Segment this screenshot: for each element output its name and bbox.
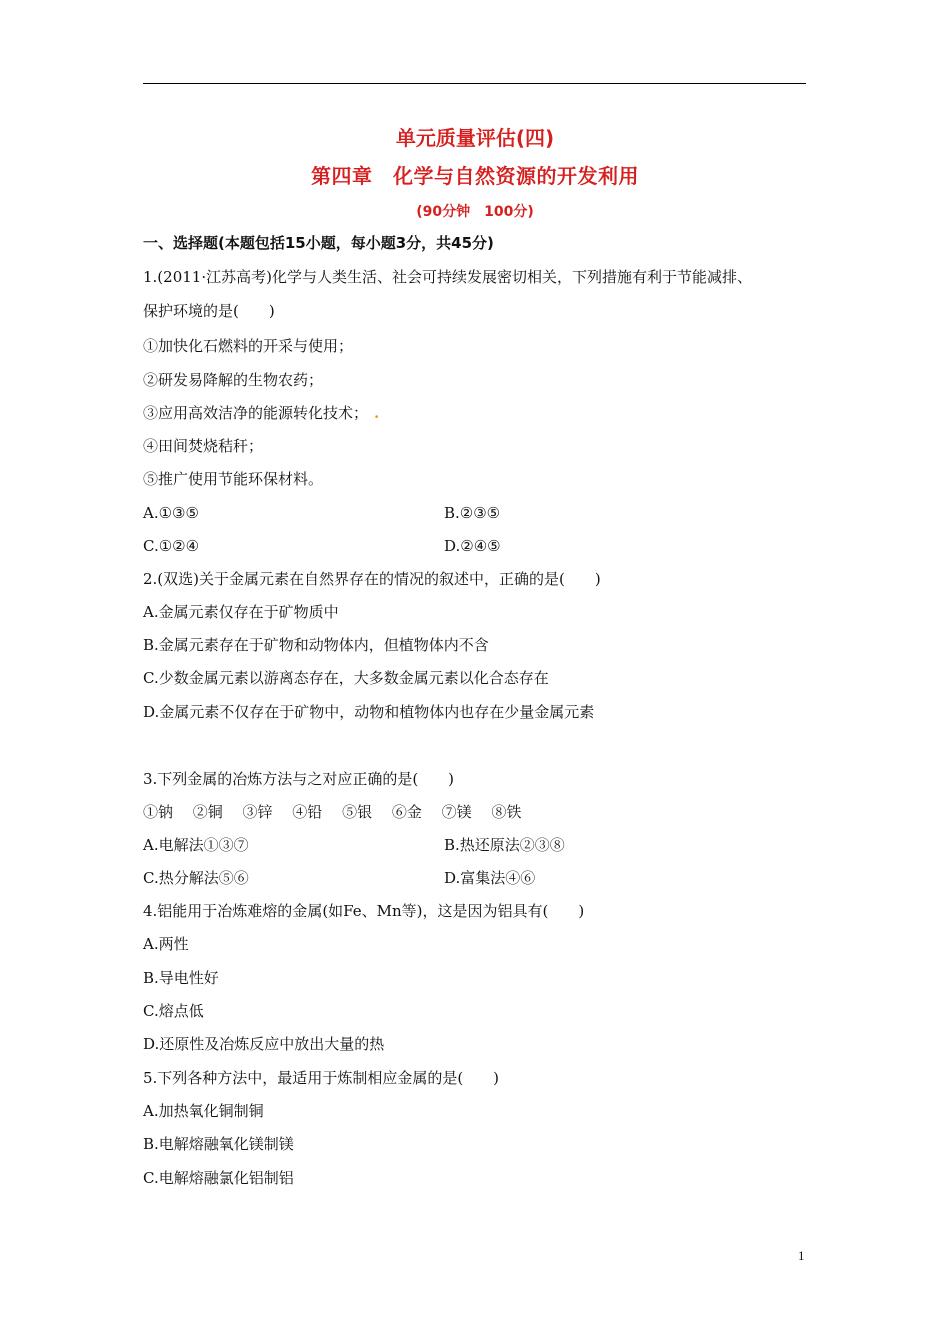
q1-option-b: B.②③⑤ bbox=[444, 504, 501, 522]
q4-option-a: A.两性 bbox=[143, 935, 189, 953]
q1-item-5: ⑤推广使用节能环保材料。 bbox=[143, 470, 324, 488]
section-heading: 一、选择题(本题包括15小题，每小题3分，共45分) bbox=[143, 234, 494, 252]
q3-option-a: A.电解法①③⑦ bbox=[143, 836, 249, 854]
q1-option-c: C.①②④ bbox=[143, 537, 200, 555]
q2-option-a: A.金属元素仅存在于矿物质中 bbox=[143, 603, 339, 621]
q1-option-d: D.②④⑤ bbox=[444, 537, 501, 555]
q2-option-b: B.金属元素存在于矿物和动物体内，但植物体内不含 bbox=[143, 636, 489, 654]
q4-stem: 4.铝能用于冶炼难熔的金属(如Fe、Mn等)，这是因为铝具有( ) bbox=[143, 902, 585, 920]
q1-option-a: A.①③⑤ bbox=[143, 504, 199, 522]
stray-dot-mark: . bbox=[374, 404, 380, 422]
q1-item-4: ④田间焚烧秸秆； bbox=[143, 437, 264, 455]
q2-option-d: D.金属元素不仅存在于矿物中，动物和植物体内也存在少量金属元素 bbox=[143, 703, 595, 721]
document-title: 单元质量评估(四) bbox=[395, 126, 555, 150]
time-score-note: (90分钟 100分) bbox=[416, 204, 534, 220]
header-rule bbox=[143, 83, 806, 84]
q1-item-3-text: ③应用高效洁净的能源转化技术； bbox=[143, 404, 369, 422]
q3-stem: 3.下列金属的冶炼方法与之对应正确的是( ) bbox=[143, 770, 455, 788]
q4-option-b: B.导电性好 bbox=[143, 969, 219, 987]
q1-stem-line2: 保护环境的是( ) bbox=[143, 302, 275, 320]
q2-stem: 2.(双选)关于金属元素在自然界存在的情况的叙述中，正确的是( ) bbox=[143, 570, 601, 588]
q3-items: ①钠 ②铜 ③锌 ④铅 ⑤银 ⑥金 ⑦镁 ⑧铁 bbox=[143, 803, 522, 821]
q3-option-c: C.热分解法⑤⑥ bbox=[143, 869, 249, 887]
q5-option-a: A.加热氧化铜制铜 bbox=[143, 1102, 264, 1120]
q1-item-2: ②研发易降解的生物农药； bbox=[143, 371, 324, 389]
q1-stem-line1: 1.(2011·江苏高考)化学与人类生活、社会可持续发展密切相关，下列措施有利于节能减排、 bbox=[143, 268, 752, 286]
q4-option-c: C.熔点低 bbox=[143, 1002, 204, 1020]
q3-option-b: B.热还原法②③⑧ bbox=[444, 836, 565, 854]
q5-option-b: B.电解熔融氧化镁制镁 bbox=[143, 1135, 294, 1153]
q2-option-c: C.少数金属元素以游离态存在，大多数金属元素以化合态存在 bbox=[143, 669, 549, 687]
q1-item-3 bbox=[143, 404, 379, 422]
chapter-title: 第四章 化学与自然资源的开发利用 bbox=[311, 164, 639, 188]
page-number: 1 bbox=[798, 1248, 805, 1263]
q3-option-d: D.富集法④⑥ bbox=[444, 869, 536, 887]
q5-option-c: C.电解熔融氯化铝制铝 bbox=[143, 1169, 294, 1187]
q5-stem: 5.下列各种方法中，最适用于炼制相应金属的是( ) bbox=[143, 1069, 500, 1087]
q4-option-d: D.还原性及冶炼反应中放出大量的热 bbox=[143, 1035, 385, 1053]
q1-item-1: ①加快化石燃料的开采与使用； bbox=[143, 337, 354, 355]
